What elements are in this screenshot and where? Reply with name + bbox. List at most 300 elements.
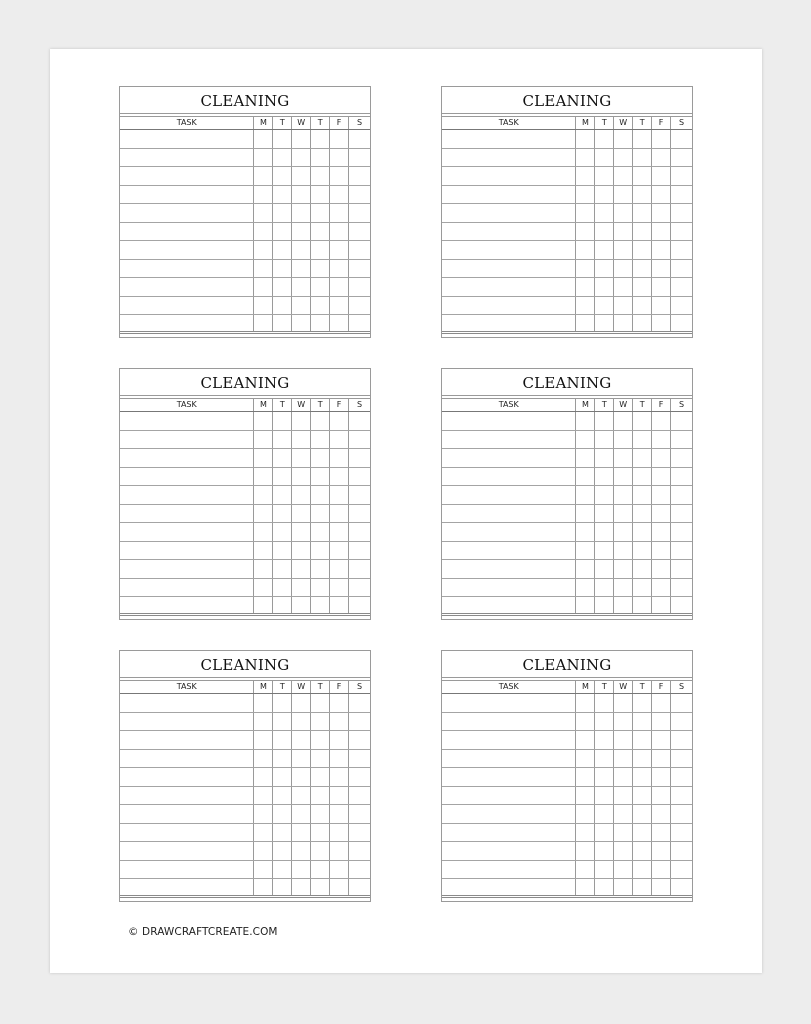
task-cell[interactable] — [120, 149, 254, 167]
day-checkbox-cell[interactable] — [254, 431, 273, 449]
day-checkbox-cell[interactable] — [311, 431, 330, 449]
day-checkbox-cell[interactable] — [311, 130, 330, 148]
day-checkbox-cell[interactable] — [349, 731, 370, 749]
task-cell[interactable] — [442, 315, 576, 331]
day-checkbox-cell[interactable] — [330, 186, 349, 204]
day-checkbox-cell[interactable] — [254, 297, 273, 315]
day-checkbox-cell[interactable] — [349, 879, 370, 895]
day-checkbox-cell[interactable] — [576, 431, 595, 449]
day-checkbox-cell[interactable] — [330, 486, 349, 504]
day-checkbox-cell[interactable] — [311, 149, 330, 167]
day-checkbox-cell[interactable] — [614, 412, 633, 430]
day-checkbox-cell[interactable] — [614, 787, 633, 805]
day-checkbox-cell[interactable] — [671, 768, 692, 786]
day-checkbox-cell[interactable] — [614, 805, 633, 823]
day-checkbox-cell[interactable] — [576, 130, 595, 148]
day-checkbox-cell[interactable] — [671, 560, 692, 578]
day-checkbox-cell[interactable] — [576, 297, 595, 315]
day-checkbox-cell[interactable] — [292, 560, 311, 578]
day-checkbox-cell[interactable] — [595, 787, 614, 805]
day-checkbox-cell[interactable] — [614, 167, 633, 185]
day-checkbox-cell[interactable] — [595, 241, 614, 259]
day-checkbox-cell[interactable] — [330, 597, 349, 613]
day-checkbox-cell[interactable] — [671, 223, 692, 241]
day-checkbox-cell[interactable] — [349, 204, 370, 222]
day-checkbox-cell[interactable] — [633, 431, 652, 449]
day-checkbox-cell[interactable] — [652, 486, 671, 504]
day-checkbox-cell[interactable] — [633, 297, 652, 315]
day-checkbox-cell[interactable] — [254, 879, 273, 895]
day-checkbox-cell[interactable] — [311, 449, 330, 467]
day-checkbox-cell[interactable] — [652, 278, 671, 296]
day-checkbox-cell[interactable] — [273, 149, 292, 167]
day-checkbox-cell[interactable] — [652, 694, 671, 712]
day-checkbox-cell[interactable] — [671, 241, 692, 259]
day-checkbox-cell[interactable] — [671, 149, 692, 167]
day-checkbox-cell[interactable] — [595, 694, 614, 712]
day-checkbox-cell[interactable] — [595, 468, 614, 486]
day-checkbox-cell[interactable] — [633, 879, 652, 895]
day-checkbox-cell[interactable] — [633, 241, 652, 259]
day-checkbox-cell[interactable] — [349, 505, 370, 523]
day-checkbox-cell[interactable] — [614, 879, 633, 895]
task-cell[interactable] — [120, 260, 254, 278]
day-checkbox-cell[interactable] — [633, 713, 652, 731]
day-checkbox-cell[interactable] — [292, 468, 311, 486]
day-checkbox-cell[interactable] — [652, 731, 671, 749]
task-cell[interactable] — [442, 260, 576, 278]
day-checkbox-cell[interactable] — [311, 468, 330, 486]
day-checkbox-cell[interactable] — [330, 297, 349, 315]
day-checkbox-cell[interactable] — [595, 713, 614, 731]
day-checkbox-cell[interactable] — [652, 523, 671, 541]
day-checkbox-cell[interactable] — [292, 241, 311, 259]
day-checkbox-cell[interactable] — [595, 278, 614, 296]
day-checkbox-cell[interactable] — [576, 824, 595, 842]
task-cell[interactable] — [120, 560, 254, 578]
day-checkbox-cell[interactable] — [576, 768, 595, 786]
day-checkbox-cell[interactable] — [311, 597, 330, 613]
day-checkbox-cell[interactable] — [349, 861, 370, 879]
day-checkbox-cell[interactable] — [671, 842, 692, 860]
day-checkbox-cell[interactable] — [273, 486, 292, 504]
day-checkbox-cell[interactable] — [330, 315, 349, 331]
day-checkbox-cell[interactable] — [349, 805, 370, 823]
day-checkbox-cell[interactable] — [349, 297, 370, 315]
day-checkbox-cell[interactable] — [311, 241, 330, 259]
day-checkbox-cell[interactable] — [273, 694, 292, 712]
task-cell[interactable] — [442, 713, 576, 731]
day-checkbox-cell[interactable] — [292, 861, 311, 879]
day-checkbox-cell[interactable] — [311, 505, 330, 523]
day-checkbox-cell[interactable] — [311, 523, 330, 541]
day-checkbox-cell[interactable] — [292, 486, 311, 504]
day-checkbox-cell[interactable] — [671, 787, 692, 805]
day-checkbox-cell[interactable] — [633, 523, 652, 541]
task-cell[interactable] — [442, 167, 576, 185]
day-checkbox-cell[interactable] — [330, 879, 349, 895]
day-checkbox-cell[interactable] — [671, 750, 692, 768]
task-cell[interactable] — [442, 505, 576, 523]
day-checkbox-cell[interactable] — [576, 879, 595, 895]
day-checkbox-cell[interactable] — [633, 186, 652, 204]
task-cell[interactable] — [120, 449, 254, 467]
day-checkbox-cell[interactable] — [576, 278, 595, 296]
day-checkbox-cell[interactable] — [311, 297, 330, 315]
day-checkbox-cell[interactable] — [273, 750, 292, 768]
day-checkbox-cell[interactable] — [273, 431, 292, 449]
day-checkbox-cell[interactable] — [595, 186, 614, 204]
day-checkbox-cell[interactable] — [292, 431, 311, 449]
day-checkbox-cell[interactable] — [595, 842, 614, 860]
day-checkbox-cell[interactable] — [671, 879, 692, 895]
day-checkbox-cell[interactable] — [576, 204, 595, 222]
day-checkbox-cell[interactable] — [576, 750, 595, 768]
day-checkbox-cell[interactable] — [292, 260, 311, 278]
day-checkbox-cell[interactable] — [671, 505, 692, 523]
task-cell[interactable] — [442, 542, 576, 560]
task-cell[interactable] — [442, 130, 576, 148]
day-checkbox-cell[interactable] — [292, 315, 311, 331]
task-cell[interactable] — [442, 431, 576, 449]
day-checkbox-cell[interactable] — [633, 579, 652, 597]
day-checkbox-cell[interactable] — [292, 879, 311, 895]
task-cell[interactable] — [120, 542, 254, 560]
day-checkbox-cell[interactable] — [633, 805, 652, 823]
day-checkbox-cell[interactable] — [273, 204, 292, 222]
day-checkbox-cell[interactable] — [330, 805, 349, 823]
day-checkbox-cell[interactable] — [652, 597, 671, 613]
day-checkbox-cell[interactable] — [254, 805, 273, 823]
day-checkbox-cell[interactable] — [576, 167, 595, 185]
day-checkbox-cell[interactable] — [273, 597, 292, 613]
day-checkbox-cell[interactable] — [595, 879, 614, 895]
day-checkbox-cell[interactable] — [311, 560, 330, 578]
day-checkbox-cell[interactable] — [595, 167, 614, 185]
day-checkbox-cell[interactable] — [311, 278, 330, 296]
day-checkbox-cell[interactable] — [576, 468, 595, 486]
day-checkbox-cell[interactable] — [576, 241, 595, 259]
day-checkbox-cell[interactable] — [652, 297, 671, 315]
day-checkbox-cell[interactable] — [292, 787, 311, 805]
task-cell[interactable] — [120, 750, 254, 768]
task-cell[interactable] — [120, 523, 254, 541]
day-checkbox-cell[interactable] — [633, 750, 652, 768]
day-checkbox-cell[interactable] — [595, 486, 614, 504]
day-checkbox-cell[interactable] — [576, 449, 595, 467]
day-checkbox-cell[interactable] — [652, 579, 671, 597]
day-checkbox-cell[interactable] — [671, 713, 692, 731]
day-checkbox-cell[interactable] — [614, 579, 633, 597]
day-checkbox-cell[interactable] — [614, 505, 633, 523]
day-checkbox-cell[interactable] — [614, 560, 633, 578]
day-checkbox-cell[interactable] — [273, 167, 292, 185]
day-checkbox-cell[interactable] — [614, 149, 633, 167]
day-checkbox-cell[interactable] — [576, 260, 595, 278]
day-checkbox-cell[interactable] — [273, 768, 292, 786]
day-checkbox-cell[interactable] — [614, 186, 633, 204]
day-checkbox-cell[interactable] — [330, 241, 349, 259]
day-checkbox-cell[interactable] — [614, 542, 633, 560]
day-checkbox-cell[interactable] — [311, 805, 330, 823]
task-cell[interactable] — [120, 731, 254, 749]
day-checkbox-cell[interactable] — [330, 579, 349, 597]
day-checkbox-cell[interactable] — [254, 787, 273, 805]
day-checkbox-cell[interactable] — [595, 449, 614, 467]
task-cell[interactable] — [442, 579, 576, 597]
task-cell[interactable] — [120, 241, 254, 259]
task-cell[interactable] — [120, 186, 254, 204]
task-cell[interactable] — [120, 824, 254, 842]
day-checkbox-cell[interactable] — [254, 824, 273, 842]
day-checkbox-cell[interactable] — [652, 542, 671, 560]
day-checkbox-cell[interactable] — [633, 824, 652, 842]
day-checkbox-cell[interactable] — [633, 861, 652, 879]
day-checkbox-cell[interactable] — [273, 523, 292, 541]
day-checkbox-cell[interactable] — [330, 842, 349, 860]
day-checkbox-cell[interactable] — [330, 768, 349, 786]
day-checkbox-cell[interactable] — [292, 768, 311, 786]
day-checkbox-cell[interactable] — [254, 523, 273, 541]
day-checkbox-cell[interactable] — [311, 223, 330, 241]
day-checkbox-cell[interactable] — [576, 731, 595, 749]
day-checkbox-cell[interactable] — [273, 449, 292, 467]
task-cell[interactable] — [442, 278, 576, 296]
day-checkbox-cell[interactable] — [330, 505, 349, 523]
day-checkbox-cell[interactable] — [614, 431, 633, 449]
day-checkbox-cell[interactable] — [576, 805, 595, 823]
day-checkbox-cell[interactable] — [633, 278, 652, 296]
task-cell[interactable] — [120, 431, 254, 449]
day-checkbox-cell[interactable] — [292, 412, 311, 430]
day-checkbox-cell[interactable] — [254, 278, 273, 296]
day-checkbox-cell[interactable] — [349, 130, 370, 148]
day-checkbox-cell[interactable] — [614, 130, 633, 148]
day-checkbox-cell[interactable] — [652, 861, 671, 879]
day-checkbox-cell[interactable] — [614, 449, 633, 467]
day-checkbox-cell[interactable] — [254, 412, 273, 430]
day-checkbox-cell[interactable] — [671, 523, 692, 541]
day-checkbox-cell[interactable] — [652, 879, 671, 895]
day-checkbox-cell[interactable] — [652, 149, 671, 167]
day-checkbox-cell[interactable] — [671, 542, 692, 560]
day-checkbox-cell[interactable] — [349, 186, 370, 204]
day-checkbox-cell[interactable] — [614, 694, 633, 712]
day-checkbox-cell[interactable] — [633, 149, 652, 167]
day-checkbox-cell[interactable] — [311, 186, 330, 204]
day-checkbox-cell[interactable] — [311, 542, 330, 560]
task-cell[interactable] — [442, 787, 576, 805]
day-checkbox-cell[interactable] — [633, 842, 652, 860]
day-checkbox-cell[interactable] — [595, 260, 614, 278]
day-checkbox-cell[interactable] — [576, 542, 595, 560]
day-checkbox-cell[interactable] — [292, 824, 311, 842]
day-checkbox-cell[interactable] — [349, 542, 370, 560]
day-checkbox-cell[interactable] — [254, 167, 273, 185]
day-checkbox-cell[interactable] — [576, 597, 595, 613]
day-checkbox-cell[interactable] — [273, 879, 292, 895]
day-checkbox-cell[interactable] — [595, 861, 614, 879]
day-checkbox-cell[interactable] — [311, 412, 330, 430]
day-checkbox-cell[interactable] — [330, 468, 349, 486]
day-checkbox-cell[interactable] — [349, 523, 370, 541]
day-checkbox-cell[interactable] — [311, 842, 330, 860]
day-checkbox-cell[interactable] — [292, 597, 311, 613]
day-checkbox-cell[interactable] — [614, 223, 633, 241]
day-checkbox-cell[interactable] — [330, 861, 349, 879]
day-checkbox-cell[interactable] — [330, 204, 349, 222]
task-cell[interactable] — [442, 879, 576, 895]
day-checkbox-cell[interactable] — [292, 842, 311, 860]
day-checkbox-cell[interactable] — [311, 824, 330, 842]
task-cell[interactable] — [442, 731, 576, 749]
day-checkbox-cell[interactable] — [576, 694, 595, 712]
day-checkbox-cell[interactable] — [330, 449, 349, 467]
day-checkbox-cell[interactable] — [273, 278, 292, 296]
day-checkbox-cell[interactable] — [311, 750, 330, 768]
day-checkbox-cell[interactable] — [349, 431, 370, 449]
day-checkbox-cell[interactable] — [273, 861, 292, 879]
day-checkbox-cell[interactable] — [671, 449, 692, 467]
day-checkbox-cell[interactable] — [273, 560, 292, 578]
day-checkbox-cell[interactable] — [292, 805, 311, 823]
day-checkbox-cell[interactable] — [595, 223, 614, 241]
day-checkbox-cell[interactable] — [671, 186, 692, 204]
day-checkbox-cell[interactable] — [633, 505, 652, 523]
day-checkbox-cell[interactable] — [595, 542, 614, 560]
day-checkbox-cell[interactable] — [652, 315, 671, 331]
day-checkbox-cell[interactable] — [652, 412, 671, 430]
day-checkbox-cell[interactable] — [614, 750, 633, 768]
day-checkbox-cell[interactable] — [576, 861, 595, 879]
task-cell[interactable] — [442, 149, 576, 167]
day-checkbox-cell[interactable] — [349, 278, 370, 296]
day-checkbox-cell[interactable] — [652, 787, 671, 805]
day-checkbox-cell[interactable] — [349, 713, 370, 731]
day-checkbox-cell[interactable] — [311, 787, 330, 805]
day-checkbox-cell[interactable] — [311, 731, 330, 749]
day-checkbox-cell[interactable] — [292, 750, 311, 768]
day-checkbox-cell[interactable] — [652, 768, 671, 786]
day-checkbox-cell[interactable] — [254, 149, 273, 167]
day-checkbox-cell[interactable] — [311, 713, 330, 731]
day-checkbox-cell[interactable] — [273, 713, 292, 731]
day-checkbox-cell[interactable] — [576, 579, 595, 597]
day-checkbox-cell[interactable] — [273, 297, 292, 315]
day-checkbox-cell[interactable] — [349, 449, 370, 467]
day-checkbox-cell[interactable] — [614, 861, 633, 879]
day-checkbox-cell[interactable] — [273, 805, 292, 823]
task-cell[interactable] — [442, 824, 576, 842]
day-checkbox-cell[interactable] — [254, 223, 273, 241]
day-checkbox-cell[interactable] — [349, 579, 370, 597]
day-checkbox-cell[interactable] — [576, 186, 595, 204]
task-cell[interactable] — [120, 787, 254, 805]
day-checkbox-cell[interactable] — [273, 505, 292, 523]
day-checkbox-cell[interactable] — [254, 204, 273, 222]
day-checkbox-cell[interactable] — [349, 824, 370, 842]
day-checkbox-cell[interactable] — [595, 130, 614, 148]
day-checkbox-cell[interactable] — [273, 579, 292, 597]
day-checkbox-cell[interactable] — [671, 579, 692, 597]
day-checkbox-cell[interactable] — [254, 241, 273, 259]
day-checkbox-cell[interactable] — [652, 204, 671, 222]
day-checkbox-cell[interactable] — [576, 315, 595, 331]
day-checkbox-cell[interactable] — [311, 486, 330, 504]
task-cell[interactable] — [442, 560, 576, 578]
day-checkbox-cell[interactable] — [671, 315, 692, 331]
day-checkbox-cell[interactable] — [273, 731, 292, 749]
day-checkbox-cell[interactable] — [273, 468, 292, 486]
day-checkbox-cell[interactable] — [292, 149, 311, 167]
day-checkbox-cell[interactable] — [595, 431, 614, 449]
day-checkbox-cell[interactable] — [254, 579, 273, 597]
day-checkbox-cell[interactable] — [330, 560, 349, 578]
day-checkbox-cell[interactable] — [311, 260, 330, 278]
task-cell[interactable] — [442, 768, 576, 786]
task-cell[interactable] — [442, 468, 576, 486]
day-checkbox-cell[interactable] — [595, 750, 614, 768]
day-checkbox-cell[interactable] — [652, 842, 671, 860]
task-cell[interactable] — [442, 241, 576, 259]
day-checkbox-cell[interactable] — [633, 468, 652, 486]
day-checkbox-cell[interactable] — [349, 486, 370, 504]
day-checkbox-cell[interactable] — [311, 167, 330, 185]
day-checkbox-cell[interactable] — [671, 204, 692, 222]
task-cell[interactable] — [120, 412, 254, 430]
day-checkbox-cell[interactable] — [292, 204, 311, 222]
task-cell[interactable] — [442, 297, 576, 315]
day-checkbox-cell[interactable] — [633, 412, 652, 430]
day-checkbox-cell[interactable] — [311, 204, 330, 222]
day-checkbox-cell[interactable] — [311, 879, 330, 895]
day-checkbox-cell[interactable] — [614, 842, 633, 860]
day-checkbox-cell[interactable] — [273, 130, 292, 148]
day-checkbox-cell[interactable] — [292, 505, 311, 523]
day-checkbox-cell[interactable] — [311, 315, 330, 331]
day-checkbox-cell[interactable] — [595, 412, 614, 430]
day-checkbox-cell[interactable] — [595, 824, 614, 842]
day-checkbox-cell[interactable] — [330, 260, 349, 278]
task-cell[interactable] — [120, 278, 254, 296]
day-checkbox-cell[interactable] — [292, 542, 311, 560]
task-cell[interactable] — [120, 204, 254, 222]
day-checkbox-cell[interactable] — [273, 223, 292, 241]
day-checkbox-cell[interactable] — [595, 523, 614, 541]
day-checkbox-cell[interactable] — [292, 694, 311, 712]
day-checkbox-cell[interactable] — [633, 731, 652, 749]
day-checkbox-cell[interactable] — [671, 278, 692, 296]
day-checkbox-cell[interactable] — [311, 579, 330, 597]
task-cell[interactable] — [442, 805, 576, 823]
day-checkbox-cell[interactable] — [311, 694, 330, 712]
task-cell[interactable] — [120, 505, 254, 523]
task-cell[interactable] — [120, 768, 254, 786]
day-checkbox-cell[interactable] — [652, 431, 671, 449]
task-cell[interactable] — [120, 130, 254, 148]
day-checkbox-cell[interactable] — [595, 315, 614, 331]
day-checkbox-cell[interactable] — [614, 278, 633, 296]
day-checkbox-cell[interactable] — [330, 731, 349, 749]
day-checkbox-cell[interactable] — [576, 523, 595, 541]
day-checkbox-cell[interactable] — [349, 315, 370, 331]
day-checkbox-cell[interactable] — [614, 486, 633, 504]
day-checkbox-cell[interactable] — [652, 167, 671, 185]
day-checkbox-cell[interactable] — [292, 579, 311, 597]
task-cell[interactable] — [120, 297, 254, 315]
day-checkbox-cell[interactable] — [576, 486, 595, 504]
day-checkbox-cell[interactable] — [349, 750, 370, 768]
